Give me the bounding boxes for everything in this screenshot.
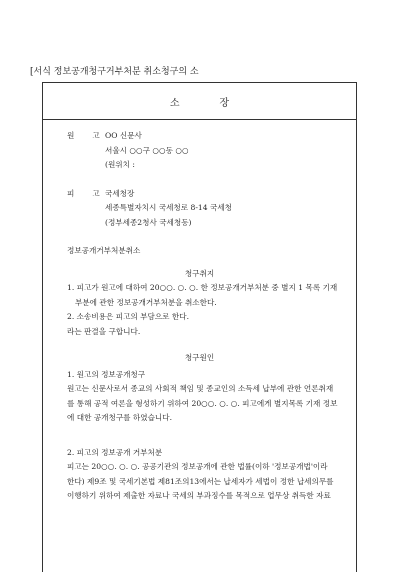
defendant-block (67, 187, 356, 231)
section1-line: 에 대한 공개청구를 하였습니다. (67, 413, 173, 422)
plaintiff-role: 원 고 (67, 131, 100, 140)
claim-closing: 라는 판결을 구합니다. (67, 326, 141, 336)
claim-item-2: 2. 소송비용은 피고의 부담으로 한다. (67, 312, 190, 321)
cause-heading: 청구원인 (184, 353, 215, 362)
defendant-building: (정부세종2청사 국세청동) (105, 217, 192, 227)
section2-line: 피고는 20○○. ○. ○. 공공기관의 정보공개에 관한 법률(이하 '정보공개법'이라 (67, 462, 328, 471)
claim-item-1: 1. 피고가 원고에 대하여 20○○. ○. ○. 한 정보공개거부처분 중 별지 1 목록 기재 (67, 283, 338, 292)
plaintiff-block (67, 129, 356, 173)
document-body (43, 120, 356, 504)
section1-heading: 1. 원고의 정보공개청구 (67, 369, 146, 379)
section1-line: 원고는 신문사로서 종교의 사회적 책임 및 종교인의 소득세 납부에 관한 언론취재 (67, 384, 334, 393)
claim-heading: 청구취지 (184, 268, 215, 278)
title-char-2: 장 (219, 97, 230, 109)
case-name: 정보공개거부처분취소 (67, 246, 141, 255)
section2-line: 이행하기 위하여 제출한 자료나 국세의 부과징수를 목적으로 업무상 취득한 자료 (67, 491, 331, 500)
plaintiff-address: 서울시 ○○구 ○○동 ○○ (105, 145, 189, 155)
form-caption: [서식 정보공개청구거부처분 취소청구의 소 (30, 67, 199, 77)
claim-item-1-cont: 부분에 관한 정보공개거부처분을 취소한다. (75, 297, 217, 307)
title-char-1: 소 (169, 97, 180, 109)
section1-line: 를 통해 공적 여론을 형성하기 위하여 20○○. ○. ○. 피고에게 별지목록 기재 정보 (67, 398, 338, 408)
plaintiff-name: OO 신문사 (105, 131, 142, 140)
defendant-role: 피 고 (67, 188, 100, 198)
section2-heading: 2. 피고의 정보공개 거부처분 (67, 447, 163, 457)
document-title (43, 83, 356, 120)
plaintiff-location: (원위치 : (105, 160, 135, 169)
complaint-form (42, 82, 357, 572)
defendant-name: 국세청장 (105, 188, 135, 198)
defendant-address: 세종특별자치시 국세청로 8-14 국세청 (105, 203, 232, 212)
section2-line: 한다) 제9조 및 국세기본법 제81조의13에서는 납세자가 세법이 정한 납세의무를 (67, 476, 334, 486)
